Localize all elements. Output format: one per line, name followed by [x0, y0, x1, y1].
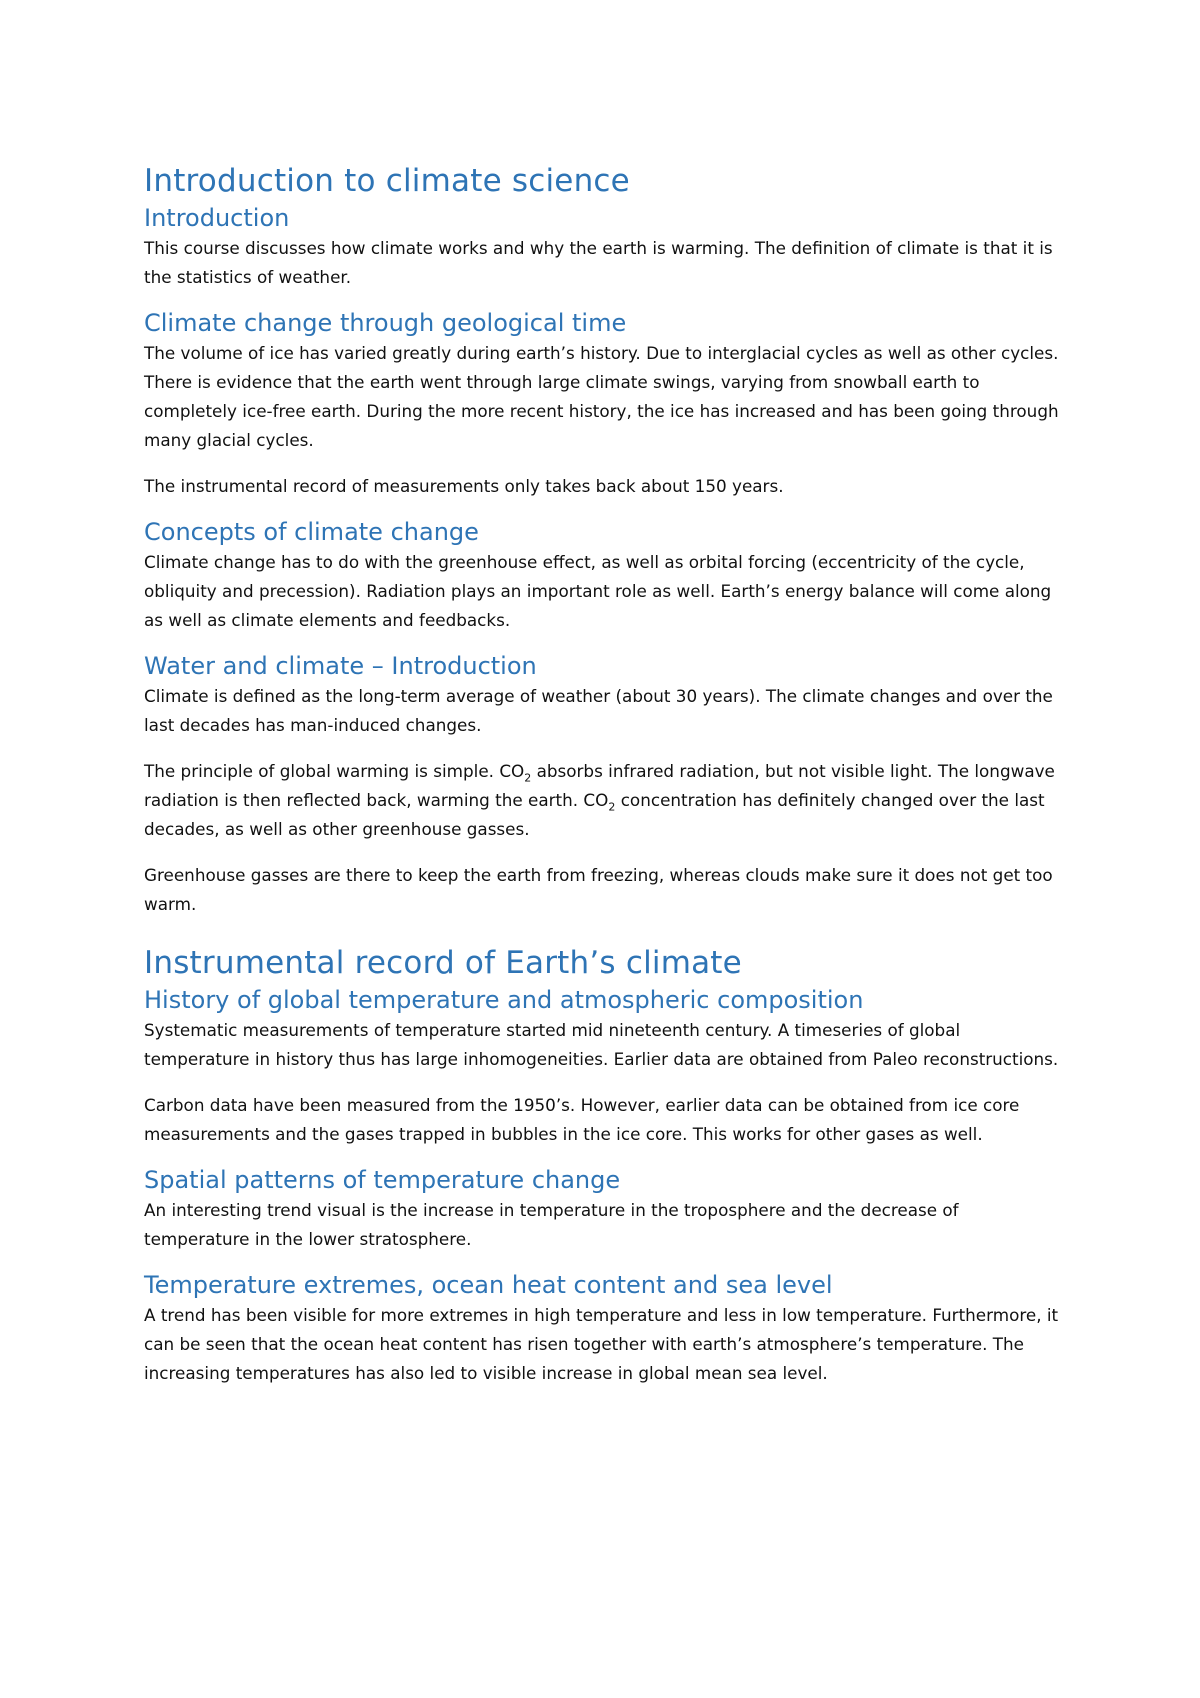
paragraph-climate-definition: Climate is defined as the long-term average of weather (about 30 years). The climate changes and over the last decades has man-induced changes. [144, 686, 1053, 735]
paragraph-carbon-data: Carbon data have been measured from the 1950’s. However, earlier data can be obtained from ice core measurements and the gases trapped in bubbles in the ice core. This works for other gases as well. [144, 1095, 1020, 1144]
paragraph-systematic-measurements: Systematic measurements of temperature started mid nineteenth century. A timeseries of global temperature in history thus has large inhomogeneities. Earlier data are obtained from Paleo reconstructions. [144, 1020, 1059, 1069]
text-segment: absorbs infrared radiation, but not visible light. The longwave radiation is then reflected back, warming the earth. CO [144, 761, 1055, 810]
subscript-2: 2 [608, 800, 616, 814]
paragraph-global-warming-principle [144, 757, 1064, 844]
document-content [144, 160, 1064, 1388]
paragraph-greenhouse-gasses: Greenhouse gasses are there to keep the earth from freezing, whereas clouds make sure it does not get too warm. [144, 865, 1053, 914]
subheading-water-and-climate: Water and climate – Introduction [144, 652, 537, 680]
paragraph-temperature-extremes: A trend has been visible for more extremes in high temperature and less in low temperature. Furthermore, it can be seen that the ocean heat content has risen together with earth’s atmosphere’s temperature. The increasing temperatures has also led to visible increase in global mean sea level. [144, 1305, 1059, 1383]
paragraph-geological-time: The volume of ice has varied greatly during earth’s history. Due to interglacial cycles as well as other cycles. There is evidence that the earth went through large climate swings, varying from snowball earth to completely ice-free earth. During the more recent history, the ice has increased and has been going through many glacial cycles. [144, 343, 1059, 450]
text-segment: concentration has definitely changed over the last decades, as well as other greenhouse gasses. [144, 790, 1045, 839]
subheading-spatial-patterns: Spatial patterns of temperature change [144, 1166, 621, 1194]
subheading-history-of-temperature: History of global temperature and atmospheric composition [144, 986, 864, 1014]
heading-introduction-to-climate-science: Introduction to climate science [144, 163, 630, 199]
paragraph-introduction: This course discusses how climate works and why the earth is warming. The definition of climate is that it is the statistics of weather. [144, 238, 1053, 287]
heading-instrumental-record: Instrumental record of Earth’s climate [144, 945, 742, 981]
subheading-temperature-extremes: Temperature extremes, ocean heat content and sea level [144, 1271, 833, 1299]
paragraph-spatial-patterns: An interesting trend visual is the increase in temperature in the troposphere and the decrease of temperature in the lower stratosphere. [144, 1200, 959, 1249]
text-segment: The principle of global warming is simple. CO [144, 761, 525, 781]
subheading-concepts: Concepts of climate change [144, 518, 479, 546]
subscript-2: 2 [524, 771, 532, 785]
subheading-geological-time: Climate change through geological time [144, 309, 627, 337]
paragraph-instrumental-record-note: The instrumental record of measurements only takes back about 150 years. [144, 476, 784, 496]
subheading-introduction: Introduction [144, 204, 290, 232]
paragraph-concepts: Climate change has to do with the greenhouse effect, as well as orbital forcing (eccentricity of the cycle, obliquity and precession). Radiation plays an important role as well. Earth’s energy balance will come along as well as climate elements and feedbacks. [144, 552, 1052, 630]
